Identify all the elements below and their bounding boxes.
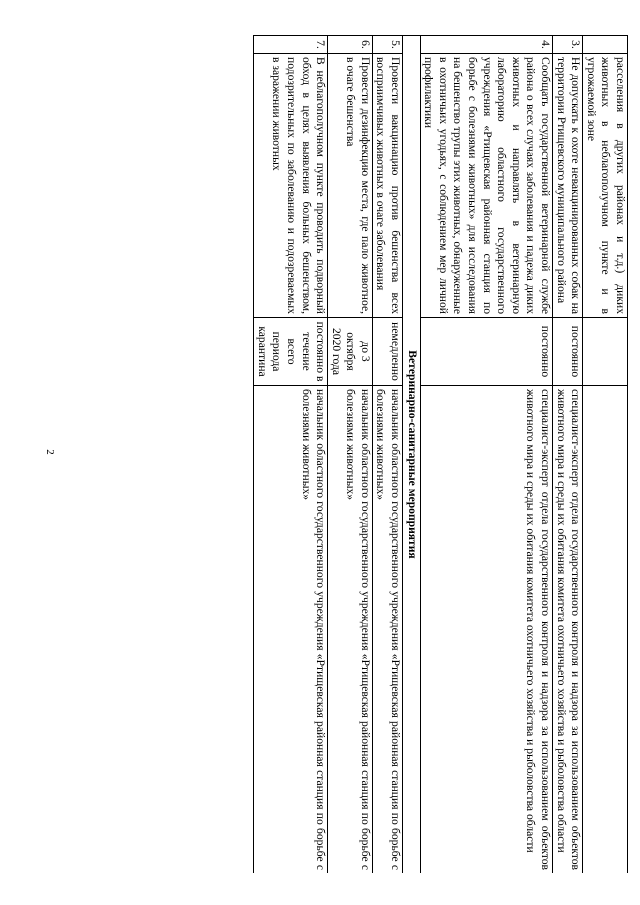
- table-row: [254, 36, 328, 874]
- row-action: В неблагополучном пункте проводить подворный обход в целях выявления больных бешенством, подозрительных по заболеванию и подозреваемых в заражении животных: [254, 54, 328, 318]
- row-responsible: [583, 386, 628, 874]
- row-responsible: начальник областного государственного учреждения «Ртищевская районная станция по борьбе с болезнями животных»: [328, 386, 373, 874]
- row-deadline: до 3 октября 2020 года: [328, 318, 373, 386]
- section-row: [403, 36, 421, 874]
- table-row: [420, 36, 552, 874]
- page-number: 2: [43, 449, 56, 455]
- table-row: [553, 36, 583, 874]
- row-deadline: постоянно: [553, 318, 583, 386]
- section-title: Ветеринарно-санитарные мероприятия: [403, 36, 421, 874]
- table-row: [328, 36, 373, 874]
- row-action: Не допускать к охоте невакцинированных собак на территории Ртищевского муниципального района: [553, 54, 583, 318]
- row-responsible: специалист-эксперт отдела государственного контроля и надзора за использованием объектов животного мира и среды их обитания комитета охотничьего хозяйства и рыболовства области: [553, 386, 583, 874]
- row-number: 7.: [254, 36, 328, 54]
- row-responsible: специалист-эксперт отдела государственного контроля и надзора за использованием объектов животного мира и среды их обитания комитета охотничьего хозяйства и рыболовства области: [420, 386, 552, 874]
- measures-table: [253, 35, 628, 873]
- row-number: 4.: [420, 36, 552, 54]
- row-number: 5.: [372, 36, 402, 54]
- row-responsible: начальник областного государственного учреждения «Ртищевская районная станция по борьбе с болезнями животных»: [254, 386, 328, 874]
- row-action: Провести вакцинацию против бешенства всех восприимчивых животных в очаге заболевания: [372, 54, 402, 318]
- rotated-table-content: [96, 35, 628, 873]
- row-deadline: постоянно: [420, 318, 552, 386]
- row-deadline: [583, 318, 628, 386]
- row-number: [583, 36, 628, 54]
- row-action: Провести дезинфекцию места, где пало животное, в очаге бешенства: [328, 54, 373, 318]
- row-number: 3.: [553, 36, 583, 54]
- table-row: [372, 36, 402, 874]
- row-responsible: начальник областного государственного учреждения «Ртищевская районная станция по борьбе с болезнями животных»: [372, 386, 402, 874]
- rotated-table-frame: [96, 35, 628, 873]
- row-action: расселения в других районах и т.д.) диких животных в неблагополучном пункте и в угрожаемой зоне: [583, 54, 628, 318]
- row-action: Сообщать государственной ветеринарной службе района о всех случаях заболевания и падежа диких животных и направлять в ветеринарную лабораторию областного государственного учреждения «Ртищевская районная станция по борьбе с болезнями животных» для исследования на бешенство трупы этих животных, обнаруженные в охотничьих угодьях, с соблюдением мер личной профилактики: [420, 54, 552, 318]
- row-number: 6.: [328, 36, 373, 54]
- table-row: [583, 36, 628, 874]
- row-deadline: постоянно в течение всего периода карантина: [254, 318, 328, 386]
- row-deadline: немедленно: [372, 318, 402, 386]
